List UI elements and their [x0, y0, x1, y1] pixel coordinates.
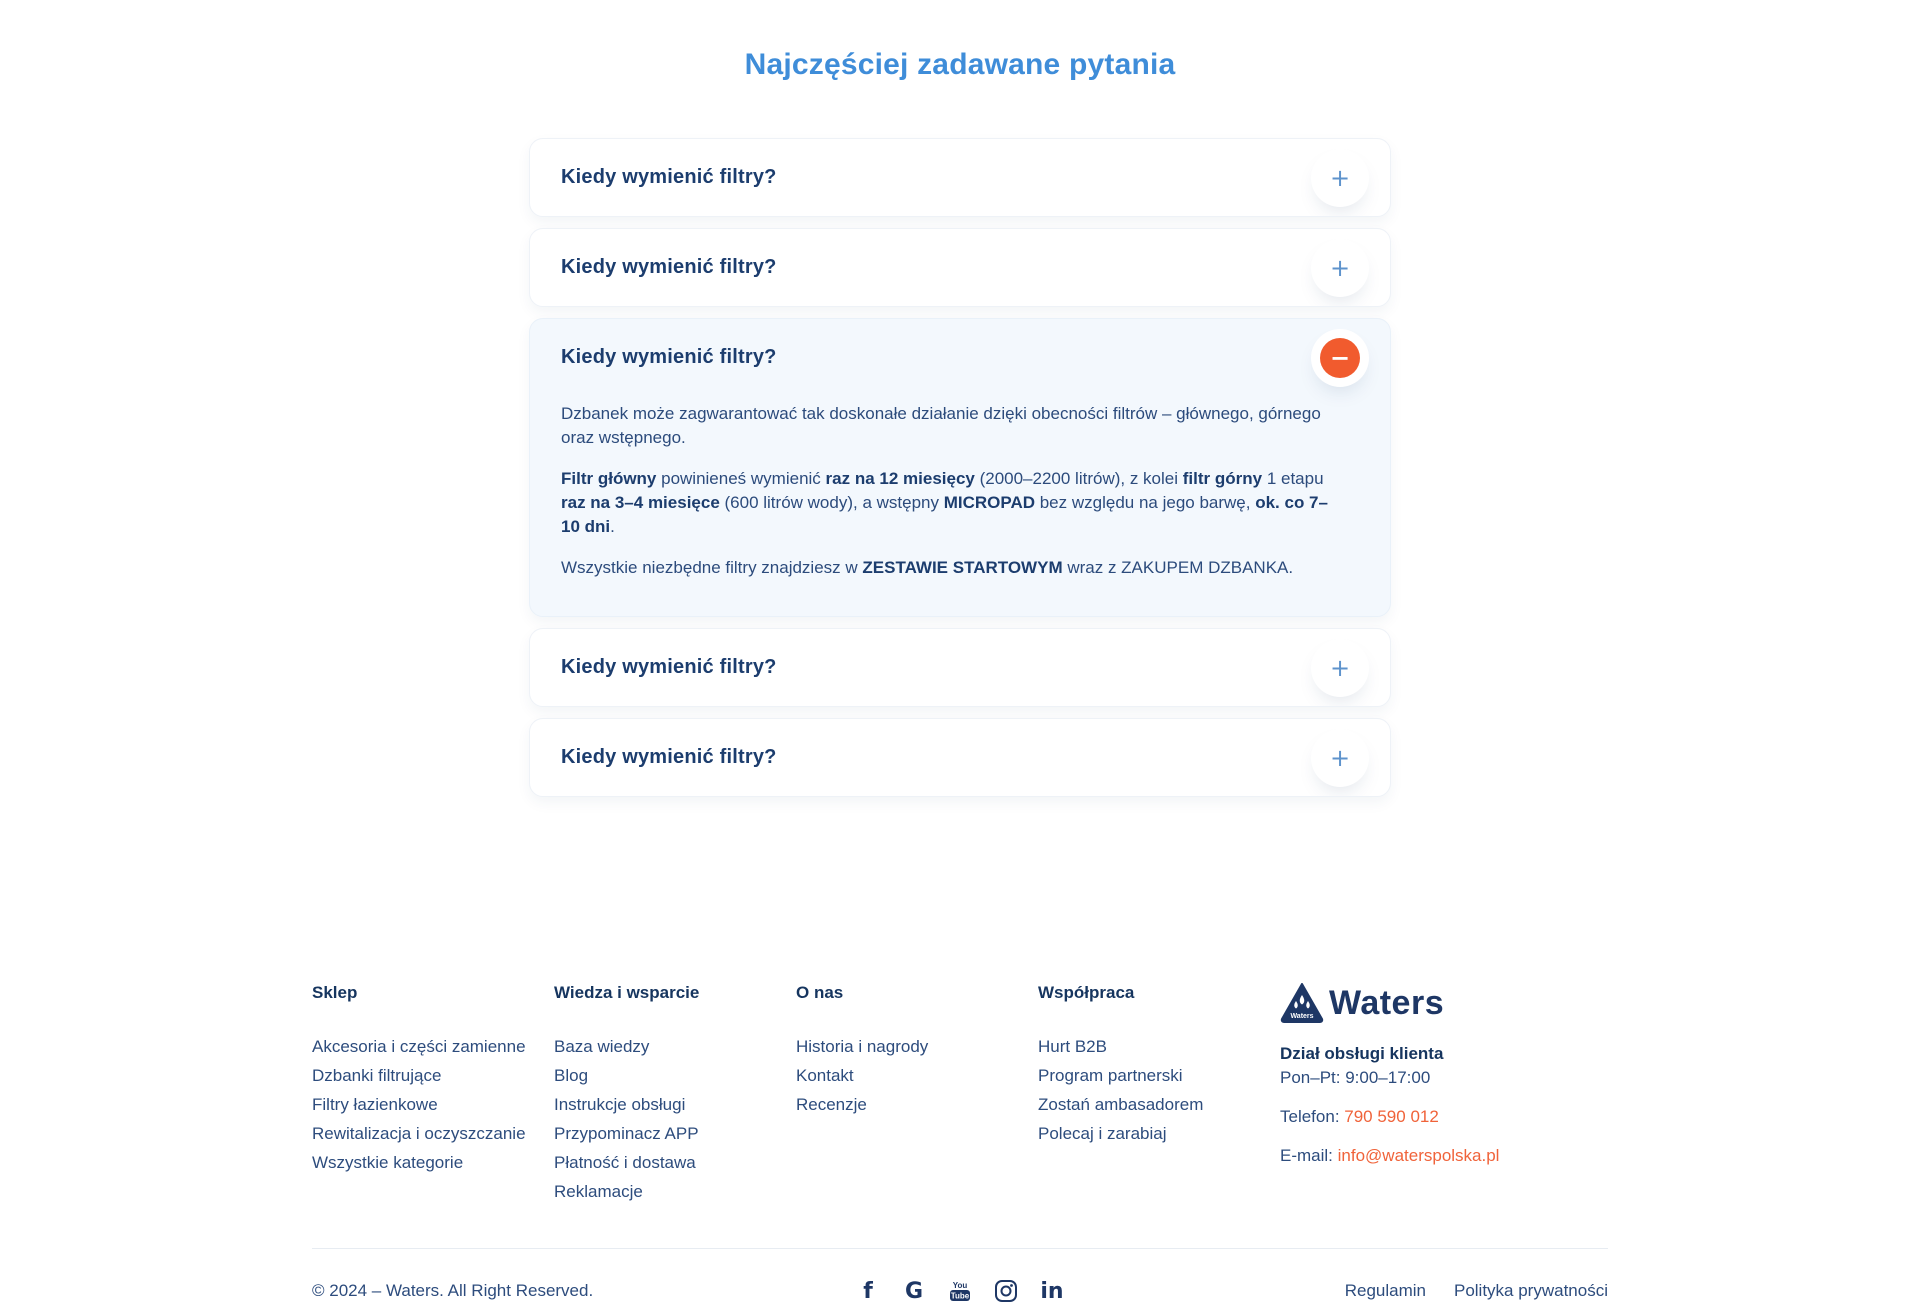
plus-icon[interactable]: +: [1320, 648, 1360, 688]
footer-link[interactable]: Historia i nagrody: [796, 1037, 929, 1056]
footer-link[interactable]: Reklamacje: [554, 1182, 643, 1201]
footer-columns: [312, 983, 1608, 1207]
faq-item-expanded: [529, 318, 1391, 617]
footer-link[interactable]: Recenzje: [796, 1095, 867, 1114]
facebook-icon[interactable]: [856, 1278, 880, 1304]
instagram-icon[interactable]: [994, 1278, 1018, 1304]
footer-links: [796, 1033, 1038, 1120]
faq-accordion: [529, 138, 1391, 797]
copyright-text: © 2024 – Waters. All Right Reserved.: [312, 1281, 594, 1300]
linkedin-icon[interactable]: [1040, 1278, 1064, 1304]
faq-question: Kiedy wymienić filtry?: [561, 656, 777, 678]
footer-link[interactable]: Rewitalizacja i oczyszczanie: [312, 1124, 526, 1143]
privacy-policy-link[interactable]: Polityka prywatności: [1453, 1281, 1608, 1300]
footer-link[interactable]: Instrukcje obsługi: [554, 1095, 686, 1114]
footer-column-o-nas: [796, 983, 1038, 1207]
waters-drops-triangle-icon: [1280, 983, 1324, 1023]
faq-answer: [530, 396, 1390, 616]
email-row: [1280, 1146, 1610, 1166]
legal-links: [1345, 1281, 1608, 1301]
footer-brand-column: [1280, 983, 1610, 1207]
linkedin-glyph: in: [1040, 1278, 1064, 1304]
plus-icon[interactable]: +: [1320, 248, 1360, 288]
google-glyph: G: [904, 1278, 924, 1304]
footer-divider: [312, 1248, 1608, 1249]
footer-links: [312, 1033, 554, 1178]
faq-question: Kiedy wymienić filtry?: [561, 346, 777, 368]
footer-link[interactable]: Akcesoria i części zamienne: [312, 1037, 526, 1056]
phone-row: [1280, 1107, 1610, 1127]
footer-link[interactable]: Polecaj i zarabiaj: [1038, 1124, 1167, 1143]
phone-link[interactable]: 790 590 012: [1344, 1107, 1439, 1126]
footer-link[interactable]: Filtry łazienkowe: [312, 1095, 438, 1114]
faq-item: [529, 718, 1391, 797]
footer-link[interactable]: Hurt B2B: [1038, 1037, 1107, 1056]
footer-column-heading: O nas: [796, 983, 844, 1002]
facebook-glyph: f: [863, 1278, 873, 1304]
svg-text:Tube: Tube: [950, 1291, 970, 1301]
faq-question-row[interactable]: [530, 229, 1390, 306]
email-link[interactable]: info@waterspolska.pl: [1337, 1146, 1500, 1165]
footer-links: [1038, 1033, 1280, 1149]
footer-column-heading: Wiedza i wsparcie: [554, 983, 700, 1002]
svg-text:You: You: [952, 1281, 968, 1290]
email-label: E-mail:: [1280, 1146, 1338, 1165]
service-hours: Pon–Pt: 9:00–17:00: [1280, 1068, 1431, 1087]
footer-link[interactable]: Baza wiedzy: [554, 1037, 650, 1056]
faq-question-row[interactable]: [530, 139, 1390, 216]
waters-logo[interactable]: [1280, 983, 1444, 1023]
youtube-icon[interactable]: [948, 1278, 972, 1304]
waters-wordmark: Waters: [1329, 983, 1445, 1022]
footer-column-heading: Sklep: [312, 983, 358, 1002]
faq-question-row[interactable]: [530, 629, 1390, 706]
footer-column-heading: Współpraca: [1038, 983, 1135, 1002]
footer-link[interactable]: Przypominacz APP: [554, 1124, 699, 1143]
faq-question: Kiedy wymienić filtry?: [561, 746, 777, 768]
svg-text:Waters: Waters: [1290, 1013, 1314, 1020]
faq-answer-paragraph: Wszystkie niezbędne filtry znajdziesz w ZESTAWIE STARTOWYM wraz z ZAKUPEM DZBANKA.: [561, 558, 1294, 577]
faq-question: Kiedy wymienić filtry?: [561, 256, 777, 278]
faq-question-row[interactable]: [530, 319, 1390, 396]
footer-link[interactable]: Program partnerski: [1038, 1066, 1183, 1085]
footer-link[interactable]: Kontakt: [796, 1066, 854, 1085]
footer-links: [554, 1033, 796, 1207]
faq-item: [529, 628, 1391, 707]
footer-column-sklep: [312, 983, 554, 1207]
faq-question: Kiedy wymienić filtry?: [561, 166, 777, 188]
footer: [312, 983, 1608, 1311]
footer-column-wiedza: [554, 983, 796, 1207]
social-icons: [856, 1278, 1064, 1304]
faq-item: [529, 228, 1391, 307]
page-title: Najczęściej zadawane pytania: [744, 48, 1176, 81]
footer-link[interactable]: Płatność i dostawa: [554, 1153, 696, 1172]
footer-link[interactable]: Dzbanki filtrujące: [312, 1066, 442, 1085]
plus-icon[interactable]: +: [1320, 738, 1360, 778]
terms-link[interactable]: Regulamin: [1344, 1281, 1426, 1300]
footer-bottom-bar: [312, 1255, 1608, 1311]
customer-service-heading: Dział obsługi klienta: [1280, 1044, 1444, 1063]
footer-link[interactable]: Zostań ambasadorem: [1038, 1095, 1204, 1114]
plus-icon[interactable]: +: [1320, 158, 1360, 198]
faq-answer-paragraph: Filtr główny powinieneś wymienić raz na 12 miesięcy (2000–2200 litrów), z kolei filtr górny 1 etapu raz na 3–4 miesięce (600 litrów wody), a wstępny MICROPAD bez względu na jego barwę, ok. co 7–10 dni.: [561, 469, 1328, 536]
faq-answer-paragraph: Dzbanek może zagwarantować tak doskonałe działanie dzięki obecności filtrów – głównego, górnego oraz wstępnego.: [561, 404, 1321, 447]
customer-service-block: [1280, 1044, 1610, 1166]
footer-link[interactable]: Wszystkie kategorie: [312, 1153, 464, 1172]
google-icon[interactable]: [902, 1278, 926, 1304]
faq-item: [529, 138, 1391, 217]
footer-column-wspolpraca: [1038, 983, 1280, 1207]
minus-icon[interactable]: −: [1320, 338, 1360, 378]
faq-question-row[interactable]: [530, 719, 1390, 796]
phone-label: Telefon:: [1280, 1107, 1345, 1126]
footer-link[interactable]: Blog: [554, 1066, 589, 1085]
